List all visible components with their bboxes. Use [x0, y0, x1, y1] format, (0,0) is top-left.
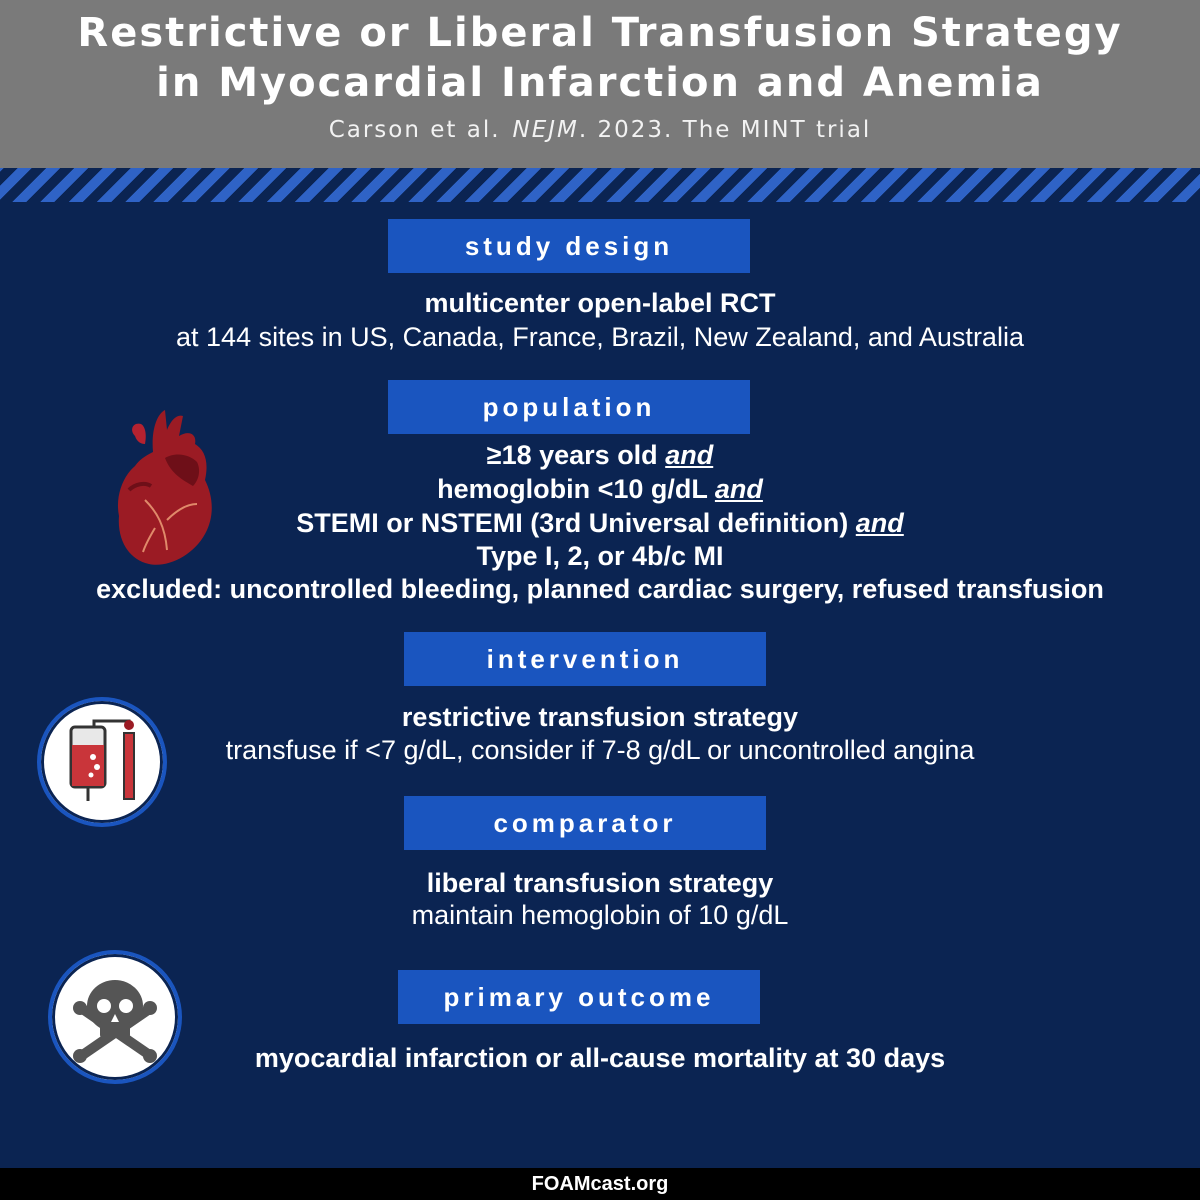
- primary-outcome-line-1: myocardial infarction or all-cause mortality at 30 days: [254, 1043, 946, 1073]
- population-line-1-text: ≥18 years old: [486, 440, 658, 470]
- intervention-line-1: restrictive transfusion strategy: [401, 702, 799, 732]
- population-line-2-text: hemoglobin <10 g/dL: [437, 474, 708, 504]
- population-line-3-text: STEMI or NSTEMI (3rd Universal definition): [296, 508, 849, 538]
- intervention-line-2: transfuse if <7 g/dL, consider if 7-8 g/dL or uncontrolled angina: [225, 735, 975, 765]
- and-conjunction: and: [714, 474, 763, 504]
- striped-divider: [0, 168, 1200, 202]
- blood-bag-icon-circle: [37, 697, 167, 827]
- heart-icon: [105, 400, 230, 570]
- footer: FOAMcast.org: [0, 1168, 1200, 1200]
- title-line-2: in Myocardial Infarction and Anemia: [156, 60, 1044, 106]
- blood-bag-icon: [41, 701, 163, 823]
- study-design-line-2: at 144 sites in US, Canada, France, Brazil, New Zealand, and Australia: [176, 322, 1024, 352]
- citation: [0, 117, 1200, 143]
- primary-outcome-label: primary outcome: [398, 970, 760, 1024]
- study-design-label: study design: [388, 219, 750, 273]
- comparator-label: comparator: [404, 796, 766, 850]
- population-label: population: [388, 380, 750, 434]
- citation-journal: NEJM: [512, 117, 579, 143]
- study-design-line-1: multicenter open-label RCT: [424, 288, 776, 318]
- header: [0, 0, 1200, 168]
- comparator-line-2: maintain hemoglobin of 10 g/dL: [411, 900, 789, 930]
- comparator-line-1: liberal transfusion strategy: [426, 868, 774, 898]
- intervention-label: intervention: [404, 632, 766, 686]
- and-conjunction: and: [665, 440, 714, 470]
- population-exclusions: excluded: uncontrolled bleeding, planned cardiac surgery, refused transfusion: [96, 574, 1104, 604]
- population-line-4: Type I, 2, or 4b/c MI: [476, 541, 724, 571]
- and-conjunction: and: [855, 508, 904, 538]
- title-line-1: Restrictive or Liberal Transfusion Strategy: [77, 10, 1123, 56]
- citation-authors: Carson et al.: [328, 117, 501, 143]
- citation-rest: . 2023. The MINT trial: [578, 117, 872, 143]
